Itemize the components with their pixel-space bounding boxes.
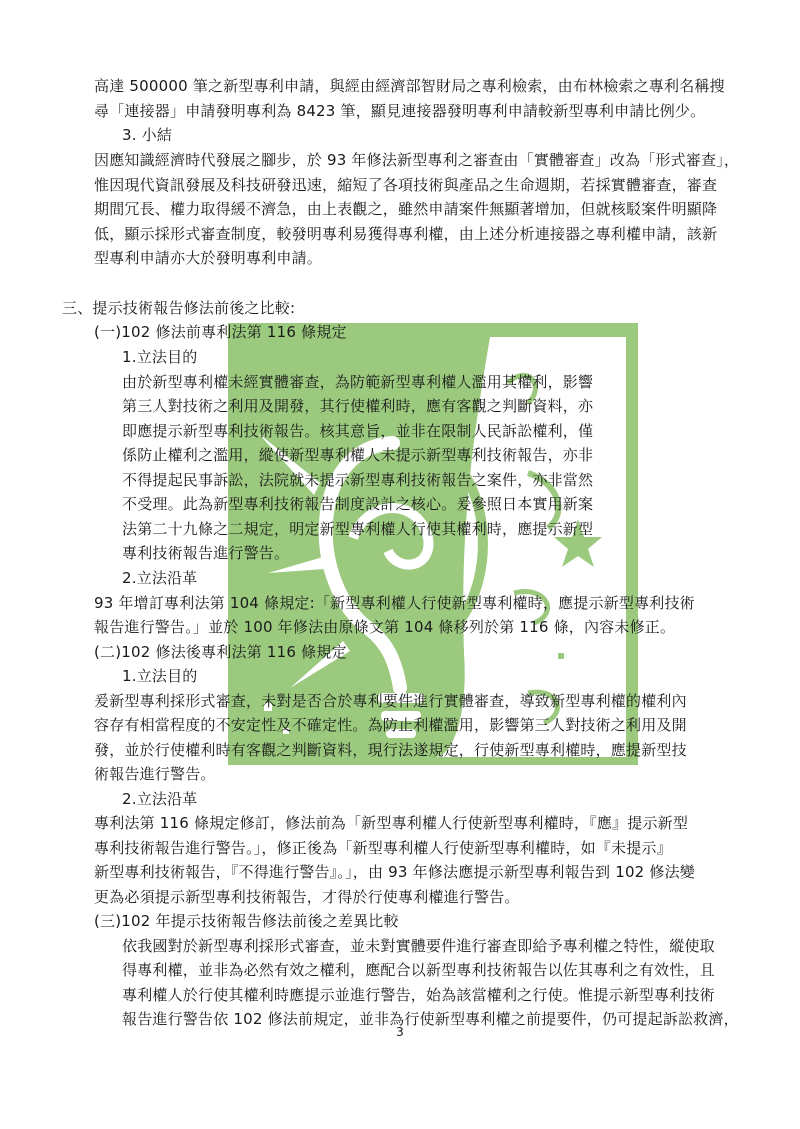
- text-line: (一)102 修法前專利法第 116 條規定: [94, 323, 347, 341]
- text-line: 期間冗長、權力取得緩不濟急，由上表觀之，雖然申請案件無顯著增加，但就核駁案件明顯降: [94, 200, 718, 218]
- text-line: 報告進行警告依 102 修法前規定，並非為行使新型專利權之前提要件，仍可提起訴訟救濟，: [122, 1010, 739, 1028]
- text-line: 1.立法目的: [122, 667, 198, 685]
- text-line: 第三人對技術之利用及開發，其行使權利時，應有客觀之判斷資料，亦: [122, 397, 594, 415]
- text-line: 3. 小結: [122, 126, 173, 144]
- text-line: (三)102 年提示技術報告修法前後之差異比較: [94, 912, 399, 930]
- text-line: 型專利申請亦大於發明專利申請。: [94, 249, 323, 267]
- text-line: 不得提起民事訴訟，法院就未提示新型專利技術報告之案件，亦非當然: [122, 471, 594, 489]
- text-line: 更為必須提示新型專利技術報告，才得於行使專利權進行警告。: [94, 888, 520, 906]
- text-line: 惟因現代資訊發展及科技研發迅速，縮短了各項技術與產品之生命週期，若採實體審查，審查: [94, 176, 718, 194]
- text-line: 93 年增訂專利法第 104 條規定:「新型專利權人行使新型專利權時，應提示新型專利技術: [94, 594, 695, 612]
- text-line: 專利法第 116 條規定修訂，修法前為「新型專利權人行使新型專利權時，『應』提示新型: [94, 814, 689, 832]
- text-line: 依我國對於新型專利採形式審查，並未對實體要件進行審查即給予專利權之特性，縱使取: [122, 937, 715, 955]
- text-line: 由於新型專利權未經實體審查，為防範新型專利權人濫用其權利，影響: [122, 373, 594, 391]
- text-line: 容存有相當程度的不安定性及不確定性。為防止利權濫用，影響第三人對技術之利用及開: [94, 716, 687, 734]
- text-line: 低，顯示採形式審查制度，較發明專利易獲得專利權，由上述分析連接器之專利權申請，該新: [94, 225, 718, 243]
- text-line: 三、提示技術報告修法前後之比較:: [62, 299, 296, 317]
- text-line: 專利權人於行使其權利時應提示並進行警告，始為該當權利之行使。惟提示新型專利技術: [122, 986, 715, 1004]
- text-line: 報告進行警告。」並於 100 年修法由原條文第 104 條移列於第 116 條，內容未修正。: [94, 618, 676, 636]
- text-line: 因應知識經濟時代發展之腳步，於 93 年修法新型專利之審查由「實體審查」改為「形式審查」，: [94, 151, 740, 169]
- text-line: 專利技術報告進行警告。」，修正後為「新型專利權人行使新型專利權時，如『未提示』: [94, 839, 672, 857]
- text-line: 發，並於行使權利時有客觀之判斷資料，現行法遂規定，行使新型專利權時，應提新型技: [94, 741, 687, 759]
- text-line: 術報告進行警告。: [94, 765, 216, 783]
- text-line: 爰新型專利採形式審查，未對是否合於專利要件進行實體審查，導致新型專利權的權利內: [94, 692, 687, 710]
- text-line: 法第二十九條之二規定，明定新型專利權人行使其權利時，應提示新型: [122, 520, 594, 538]
- text-line: 新型專利技術報告，『不得進行警告』。」，由 93 年修法應提示新型專利報告到 102 修法變: [94, 863, 695, 881]
- text-line: 不受理。此為新型專利技術報告制度設計之核心。爰參照日本實用新案: [122, 495, 594, 513]
- text-line: 2.立法沿革: [122, 569, 198, 587]
- text-line: 即應提示新型專利技術報告。核其意旨，並非在限制人民訴訟權利，僅: [122, 422, 594, 440]
- text-line: 專利技術報告進行警告。: [122, 544, 290, 562]
- text-line: 1.立法目的: [122, 348, 198, 366]
- text-line: 2.立法沿革: [122, 790, 198, 808]
- text-line: 得專利權，並非為必然有效之權利，應配合以新型專利技術報告以佐其專利之有效性，且: [122, 961, 715, 979]
- page-number: 3: [396, 1025, 404, 1039]
- text-line: 尋「連接器」申請發明專利為 8423 筆，顯見連接器發明專利申請較新型專利申請比例少。: [94, 102, 706, 120]
- text-line: 高達 500000 筆之新型專利申請，與經由經濟部智財局之專利檢索，由布林檢索之專利名稱搜: [94, 77, 725, 95]
- text-line: (二)102 修法後專利法第 116 條規定: [94, 643, 347, 661]
- text-line: 係防止權利之濫用，縱使新型專利權人未提示新型專利技術報告，亦非: [122, 446, 594, 464]
